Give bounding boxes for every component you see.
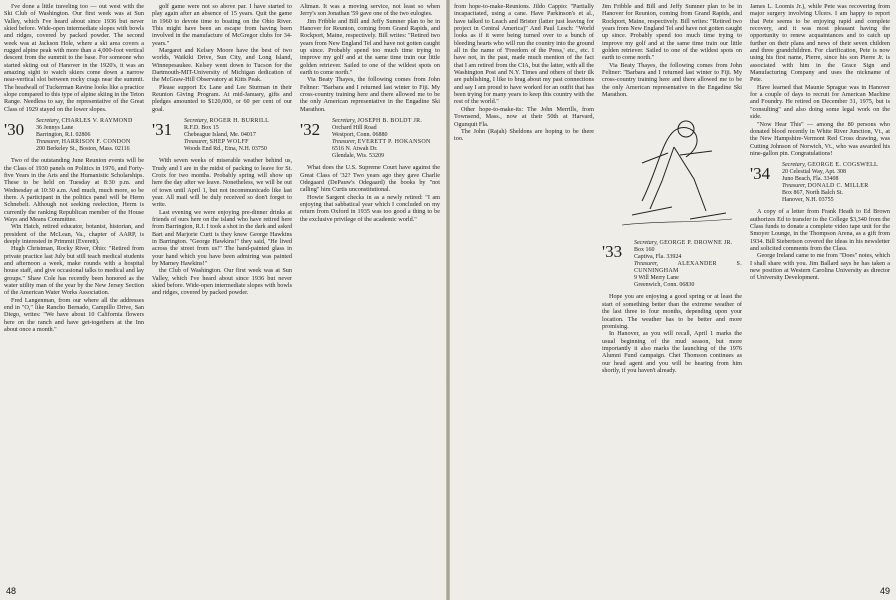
paragraph: Howie Sargent checks in as a newly retired: "I am enjoying that sabbatical year which I concluded on my return from Oxford in 1935 was too good a thing to be the exclusive privilege of the academic world."	[300, 193, 440, 223]
secretary-name: GEORGE P. DROWNE JR.	[659, 240, 733, 247]
paragraph: Two of the outstanding June Reunion events will be the Class of 1930 panels on Politics in 1976, and Forty-five Years in the Arts and the Humanistic Scholarships. These to be held on Tuesday at 8:30 p.m. and Wednesday at 10:30 a.m. And much, much more, so be there. A participant in the politics panel will be Herm Schnebelt. Although not seeking reelection, Herm is currently the ranking Republican member of the House Ways and Means Committee.	[4, 157, 144, 223]
address-line: Hanover, N.H. 03755	[782, 197, 834, 204]
paragraph: James L. Loomis Jr.), while Pete was recovering from major surgery involving Ulcers. I am happy to report that Pete seems to be enjoying rapid and complete recovery, and it was most pleasant having the opportunity to renew acquaintances and to catch up further on their plans and news of their seven children and three grandchildren. For clarification, Pete is now using his first name, Pierre, since his son Pierre Jr. is associated with him in the Grace Sign and Manufacturing Company and uses the nickname of Pete.	[750, 3, 890, 84]
class-year: '31	[152, 120, 173, 140]
paragraph: Please support Ex Lane and Lee Sturman in their Reunion Giving Program. At mid-January, gifts and pledges amounted to $120,000, or 60 per cent of our goal.	[152, 83, 292, 113]
class-year: '32	[300, 120, 321, 140]
paragraph: Altman. It was a moving service, not least so when Jerry's son Jonathan '59 gave one of the two eulogies.	[300, 3, 440, 18]
address-line: Orchard Hill Road	[332, 125, 377, 132]
address-line: 20 Celestial Way, Apt. 308	[782, 169, 847, 176]
treasurer-name: ALEXANDER S. CUNNINGHAM	[634, 261, 742, 275]
secretary-name: GEORGE E. COGSWELL	[807, 162, 878, 169]
address-line: R.F.D. Box 15	[184, 125, 219, 132]
treasurer-name: DONALD C. MILLER	[807, 183, 869, 190]
treasurer-label: Treasurer,	[634, 261, 659, 268]
class-officers	[782, 162, 890, 204]
class-officers	[184, 118, 292, 153]
paragraph: With seven weeks of miserable weather behind us, Trudy and I are in the midst of packing to leave for St. Croix for two months. Probably spring will show up here the day after we leave. Nonetheless, we will be out of town until April 1, but not incommunicado like last year. All mail will be duly received so don't forget to write.	[152, 157, 292, 209]
paragraph: Last evening we were enjoying pre-dinner drinks at friends of ours here on the island who have retired here from Barrington, R.I. I took a shot in the dark and asked Bart and Marjorie Curti is they knew George Hawkins in Barrington. "George Hawkins!" they said, "He lived across the street from us!" The hand-painted glass in your hand which you have been admiring was painted by Marney Hawkins!"	[152, 208, 292, 267]
class-officers	[332, 118, 440, 160]
class-officers	[36, 118, 144, 153]
right-page	[450, 0, 896, 600]
text-column-1	[4, 3, 144, 581]
paragraph: Hugh Christman, Rocky River, Ohio: "Retired from private practice last July but still teach medical students and afternoon a week, make rounds with a hospital house staff, and give occasional talks to medical and lay groups." Shaw Cole has recently been honored as the water utility man of the year by the New Jersey Section of the American Water Works Association.	[4, 245, 144, 297]
class-heading-1930	[4, 118, 144, 153]
address-line: Box 160	[634, 247, 655, 254]
paragraph: Via Beaty Thayes, the following comes from John Feltner: "Barbara and I returned last winter to Fiji. My cross-country training here and there allowed me to be the only American representative in the Engadine Ski Marathon.	[602, 61, 742, 99]
address-line: Barrington, R.I. 02806	[36, 132, 91, 139]
class-heading-1932	[300, 118, 440, 160]
address-line: 6516 N. Atwah Dr.	[332, 146, 378, 153]
secretary-label: Secretary,	[184, 118, 208, 125]
paragraph: What does the U.S. Supreme Court have against the Great Class of '32? Two years ago they gave Charlie Odegaard (DePauw's Odegaard) the books by "not calling" him Curtis unconstitutional.	[300, 164, 440, 194]
class-heading-1934	[750, 162, 890, 204]
paragraph: "Now Hear This" — among the 80 persons who donated blood recently in White River Junction, Vt., at the New Hampshire-Vermont Red Cross drawing, was Cutting Johnson of Norwich, Vt., who was awarded his nine-gallon pin. Congratulations!	[750, 120, 890, 157]
left-page	[0, 0, 446, 600]
class-officers	[634, 240, 742, 289]
paragraph: golf game were not so above par. I have started to play again after an absence of 15 years. Quit the game in 1960 to devote time to boating on the Ohio River. This might have been an escape from having been involved in the manufacture of McGregor clubs for 34-years."	[152, 3, 292, 47]
address-line: Greenwich, Conn. 06830	[634, 282, 695, 289]
page-number-right: 49	[879, 586, 890, 596]
paragraph: George Ireland came to me from "Does" notes, which I shall share with you. Jim Ballard says he has taken a new position at Western Carolina University as director of University Development.	[750, 252, 890, 282]
paragraph: A copy of a letter from Frank Heath to Ed Brown authorizes Ed to transfer to the College $3,340 from the Class funds to donate a complete video tape unit for the Smoyer Lounge, in the Thompson Arena, as a gift from 1934. Bill Siebertson covered the ideas in his newsletter and solicited comments from the Class.	[750, 208, 890, 252]
treasurer-label: Treasurer,	[782, 183, 807, 190]
address-line: 200 Berkeley St., Boston, Mass. 02116	[36, 146, 130, 153]
treasurer-label: Treasurer,	[184, 139, 209, 146]
address-line: Juno Beach, Fla. 33408	[782, 176, 839, 183]
paragraph: Have learned that Maunie Sprague was in Hanover for a couple of days to recruit for American Machine and Foundry. He retired on December 31, 1975, but is "consulting" and also doing some legal work on the side.	[750, 83, 890, 121]
text-column-5	[602, 3, 742, 581]
class-heading-1933	[602, 240, 742, 289]
paragraph: from hope-to-make-Reunions. Jildo Cappio: "Partially incapacitated, using a cane. Have Parkinson's et al., have talked to Leach and Brister (latter just leaving for project in Central America)" And Paul Lesch: "World looks as if it were being turned over to a bunch of bleeding hearts who will run the country into the ground all in the name of 'Freedom of the Press,' etc., etc. I have not, in the past, made much mention of the fact that I am retired from the CIA, but the latter, with all the Washington Post and N.Y. Times and others of their ilk are publishing, I like to brag about my past connections and say I am proud to have worked for an outfit that has been trying for many years to keep this country with the rest of the world."	[454, 3, 594, 106]
treasurer-name: EVERETT P. HOKANSON	[357, 139, 431, 146]
paragraph: Via Beaty Thayes, the following comes from John Feltner: "Barbara and I returned last winter to Fiji. My cross-country training here and there allowed me to be the only American representative in the Engadine Ski Marathon.	[300, 76, 440, 113]
class-heading-1931	[152, 118, 292, 153]
paragraph: Other hope-to-make-its: The John Merrills, from Townsend, Mass., now at their 50th at Harvard, Ogunquit Fla.	[454, 105, 594, 128]
treasurer-name: HARRISON F. CONDON	[61, 139, 131, 146]
address-line: Westport, Conn. 06880	[332, 132, 388, 139]
address-line: Captiva, Fla. 33924	[634, 254, 682, 261]
treasurer-label: Treasurer,	[36, 139, 61, 146]
treasurer-label: Treasurer,	[332, 139, 357, 146]
page-number-left: 48	[6, 586, 17, 596]
paragraph: the Club of Washington. Our first week was at Sun Valley, which I've heard about since 1936 but never skied before. Wide-open intermediate slopes with bowls and ridges, covered by packed powder.	[152, 267, 292, 297]
treasurer-name: SHEP WOLFF	[209, 139, 249, 146]
text-column-2	[152, 3, 292, 581]
paragraph: Jim Fribble and Bill and Jeffy Sumner plan to be in Hanover for Reunion, coming from Grand Rapids, and Rockport, Maine, respectively. Bill writes: "Retired two years from New England Tel and have not gotten caught up since. Probably spend too much time trying to improve my golf and at the same time train our little golden retriever. Sailed to one of the wildest spots on earth to come north."	[300, 17, 440, 77]
secretary-label: Secretary,	[782, 162, 806, 169]
paragraph: Margaret and Kelsey Moore have the best of two worlds, Waikiki Drive, Sun City, and Long Island, Winnepesaukee. Kelsey went down to Tucson for the Dartmouth-MIT-University of Michigan dedication of the McGraw-Hill Observatory at Kitts Peak.	[152, 47, 292, 84]
address-line: Box 867, North Balch St.	[782, 190, 843, 197]
class-year: '30	[4, 120, 25, 140]
paragraph: Win Hatch, retired educator, botanist, historian, and president of the McLean, Va., chapter of AARP, is deeply interested in Primmit (Everett).	[4, 223, 144, 245]
paragraph: The John (Rajah) Sheldons are hoping to be there too.	[454, 127, 594, 143]
class-year: '33	[602, 242, 623, 262]
address-line: 36 Jennys Lane	[36, 125, 74, 132]
address-line: Woods End Rd., Etna, N.H. 03750	[184, 146, 267, 153]
address-line: Chebeague Island, Me. 04017	[184, 132, 256, 139]
class-year: '34	[750, 164, 771, 184]
secretary-label: Secretary,	[332, 118, 356, 125]
paragraph: I've done a little traveling too — out west with the Ski Club of Washington. Our first week was at Sun Valley, which I've heard about since 1936 but never skied before. Wide-open intermediate slopes with bowls and ridges, covered by packed powder. The second week was at Jackson Hole, where a ski area covers a rugged alpine peak with more than a 4,000-foot vertical descent from the summit to the base. For someone who started skiing out of Hanover in the 1920's, it was an amazing sight to watch skiers come down a narrow near-vertical slot between rocky crags near the summit. The headwall of Tuckerman Ravine looks like a practice slope compared to this type of alpine skiing in the Teton Range. Needless to say, the representative of the Great Class of 1929 stayed on the lower slopes.	[4, 3, 144, 113]
paragraph: Fred Langenman, from our where all the addresses end in "O," like Rancho Bernado, Campillo Drive, San Diego, writes: "We have about 10 California flowers here on the ranch and have get-togethers at the Inn about once a month."	[4, 296, 144, 334]
address-line: Glendale, Wis. 53209	[332, 153, 384, 160]
cartoon-illustration	[602, 101, 742, 235]
secretary-name: ROGER H. BURRILL	[209, 118, 270, 125]
paragraph: Jim Fribble and Bill and Jeffy Sumner plan to be in Hanover for Reunion, coming from Grand Rapids, and Rockport, Maine, respectively. Bill writes: "Retired two years from New England Tel and have not gotten caught up since. Probably spend too much time trying to improve my golf and at the same time train our little golden retriever. Sailed to one of the wildest spots on earth to come north."	[602, 3, 742, 62]
secretary-name: CHARLES V. RAYMOND	[61, 118, 133, 125]
secretary-label: Secretary,	[634, 240, 658, 247]
secretary-label: Secretary,	[36, 118, 60, 125]
secretary-name: JOSEPH B. BOLDT JR.	[357, 118, 423, 125]
skier-sketch	[602, 101, 742, 235]
text-column-3	[300, 3, 440, 581]
paragraph: In Hanover, as you will recall, April 1 marks the usual beginning of the mud season, but more importantly it also marks the launching of the 1976 Alumni Fund campaign. Chet Thomson continues as our head agent and you will be hearing from him shortly, if you haven't already.	[602, 330, 742, 374]
text-column-6	[750, 3, 890, 581]
text-column-4	[454, 3, 594, 581]
paragraph: Hope you are enjoying a good spring or at least the start of something better than the extreme weather of the last three to four months, depending upon your location. The weather has to be better and more promising.	[602, 293, 742, 330]
address-line: 9 Will Merry Lane	[634, 275, 679, 282]
